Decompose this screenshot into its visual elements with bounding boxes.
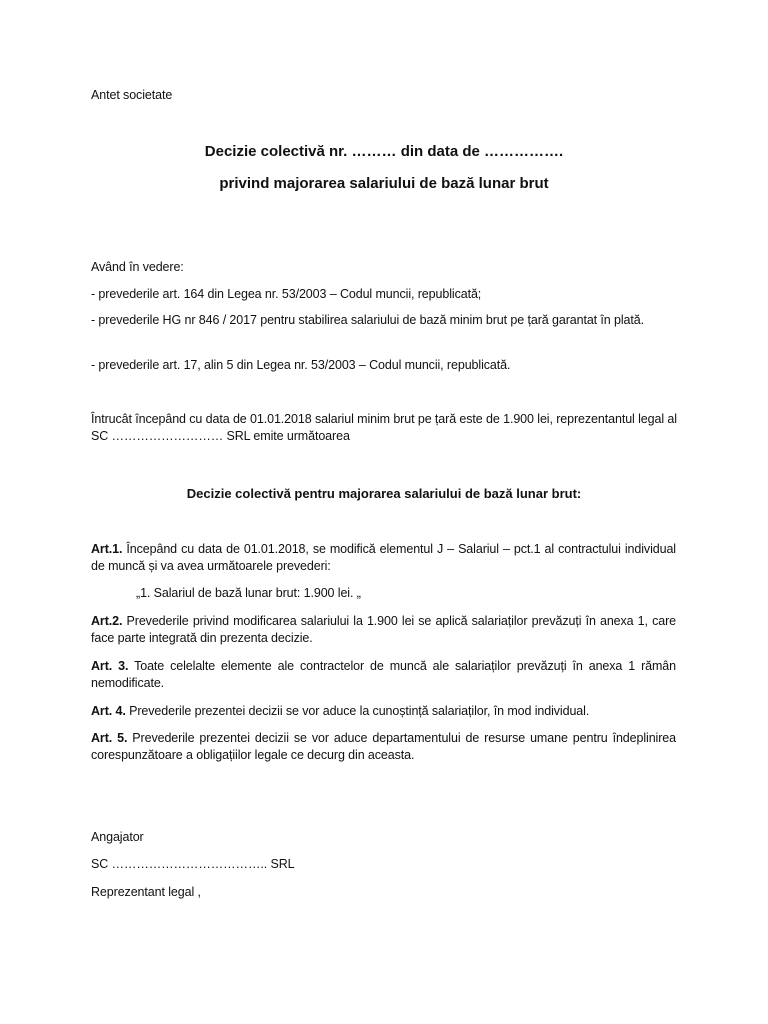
preamble-paragraph: Întrucât începând cu data de 01.01.2018 salariul minim brut pe țară este de 1.900 lei, reprezentantul legal al SC ……………………… SRL emite următoarea [91, 412, 677, 443]
article-5 [91, 730, 676, 764]
signature-company: SC ……………………………….. SRL [91, 857, 295, 871]
article-text: Prevederile prezentei decizii se vor aduce la cunoștință salariaților, în mod individual. [125, 704, 590, 718]
article-4 [91, 703, 681, 720]
decision-heading: Decizie colectivă pentru majorarea salariului de bază lunar brut: [186, 486, 582, 501]
article-text: Începând cu data de 01.01.2018, se modifică elementul J – Salariul – pct.1 al contractului individual de muncă și va avea următoarele prevederi: [91, 542, 676, 573]
article-text: Prevederile privind modificarea salariului la 1.900 lei se aplică salariaților prevăzuți în anexa 1, care face parte integrată din prezenta decizie. [91, 614, 676, 645]
consideration-item: - prevederile HG nr 846 / 2017 pentru stabilirea salariului de bază minim brut pe țară garantat în plată. [91, 313, 645, 327]
article-label: Art. 5. [91, 731, 128, 745]
article-label: Art.1. [91, 542, 123, 556]
article-1 [91, 541, 676, 575]
company-header: Antet societate [91, 88, 173, 102]
article-label: Art. 4. [91, 704, 126, 718]
consideration-item: - prevederile art. 17, alin 5 din Legea nr. 53/2003 – Codul muncii, republicată. [91, 358, 511, 372]
article-3 [91, 658, 676, 692]
document-subtitle: privind majorarea salariului de bază lunar brut [219, 175, 549, 192]
signature-representative: Reprezentant legal , [91, 885, 201, 899]
article-label: Art. 3. [91, 659, 129, 673]
article-label: Art.2. [91, 614, 123, 628]
considerations-intro: Având în vedere: [91, 260, 184, 274]
article-1-quote: „1. Salariul de bază lunar brut: 1.900 lei. „ [136, 586, 361, 600]
article-text: Prevederile prezentei decizii se vor aduce departamentului de resurse umane pentru îndeplinirea corespunzătoare a obligațiilor legale ce decurg din aceasta. [91, 731, 676, 762]
article-2 [91, 613, 676, 647]
document-title: Decizie colectivă nr. ……… din data de ……………. [204, 143, 564, 160]
article-text: Toate celelalte elemente ale contractelor de muncă ale salariaților prevăzuți în anexa 1 rămân nemodificate. [91, 659, 676, 690]
signature-employer: Angajator [91, 830, 144, 844]
consideration-item: - prevederile art. 164 din Legea nr. 53/2003 – Codul muncii, republicată; [91, 287, 482, 301]
